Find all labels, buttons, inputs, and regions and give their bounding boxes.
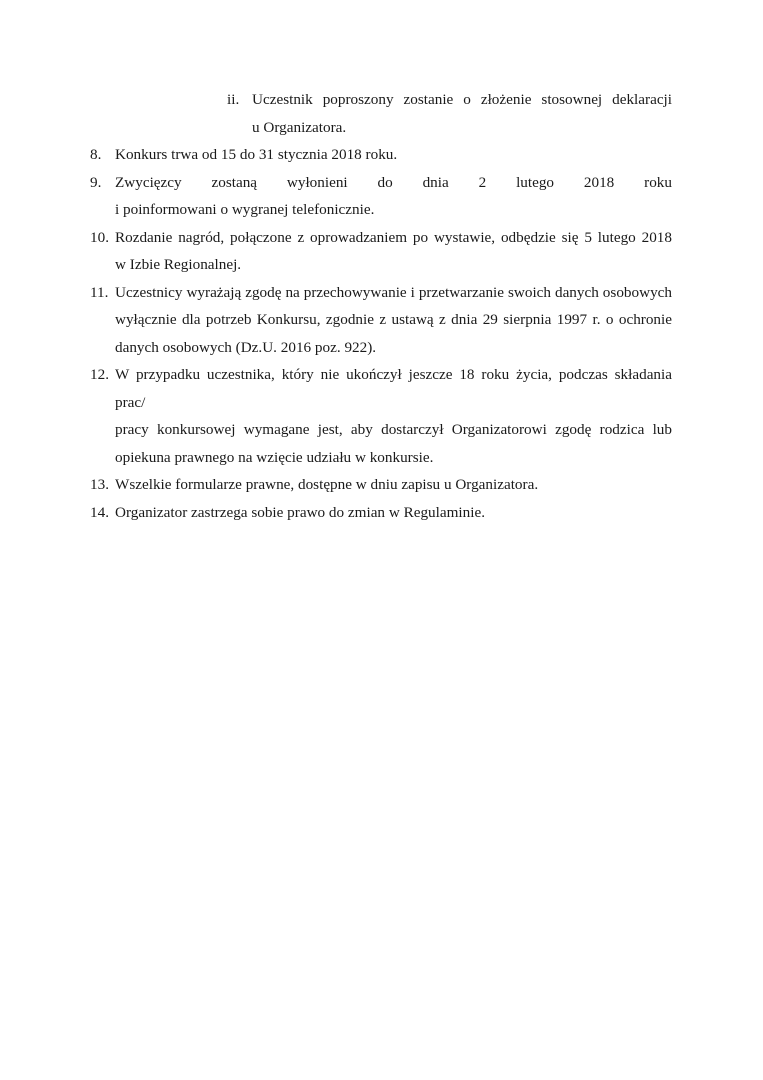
item-line: wyłącznie dla potrzeb Konkursu, zgodnie z ustawą z dnia 29 sierpnia 1997 r. o ochronie [115,311,672,328]
item-line: pracy konkursowej wymagane jest, aby dostarczył Organizatorowi zgodę rodzica lub [115,421,672,438]
item-number: 14. [90,503,109,521]
subitem-line: u Organizatora. [252,118,347,136]
item-text [115,361,672,471]
item-text [115,499,672,527]
item-text [115,471,672,499]
item-number: 11. [90,283,109,301]
item-number: 13. [90,476,109,493]
subitem-marker: ii. [227,91,240,108]
item-line: W przypadku uczestnika, który nie ukończył jeszcze 18 roku życia, podczas składania prac/ [115,366,672,411]
item-line: Organizator zastrzega sobie prawo do zmian w Regulaminie. [115,503,485,521]
item-line: Zwycięzcy zostaną wyłonieni do dnia 2 lutego 2018 roku [115,173,672,191]
item-line: Wszelkie formularze prawne, dostępne w dniu zapisu u Organizatora. [115,476,539,493]
list-item-10 [90,224,672,279]
item-text [115,141,672,169]
item-text [115,224,672,279]
list-item-13 [90,471,672,499]
item-line: i poinformowani o wygranej telefonicznie. [115,201,375,218]
list-item-9 [90,169,672,224]
regulations-list [90,86,672,526]
item-text [115,279,672,362]
list-subitem-ii [90,86,672,141]
item-number: 10. [90,228,109,246]
item-number: 8. [90,146,102,163]
list-item-14 [90,499,672,527]
item-line: danych osobowych (Dz.U. 2016 poz. 922). [115,338,377,356]
item-line: opiekuna prawnego na wzięcie udziału w konkursie. [115,448,434,466]
item-text [115,169,672,224]
item-number: 9. [90,173,102,191]
subitem-text [252,86,672,141]
subitem-line: Uczestnik poproszony zostanie o złożenie stosownej deklaracji [252,91,672,108]
list-item-11 [90,279,672,362]
list-item-12 [90,361,672,471]
item-line: w Izbie Regionalnej. [115,256,242,273]
list-item-8 [90,141,672,169]
item-line: Uczestnicy wyrażają zgodę na przechowywanie i przetwarzanie swoich danych osobowych [115,283,672,301]
item-line: Rozdanie nagród, połączone z oprowadzaniem po wystawie, odbędzie się 5 lutego 2018 [115,228,672,246]
item-number: 12. [90,366,109,383]
item-line: Konkurs trwa od 15 do 31 stycznia 2018 roku. [115,146,398,163]
